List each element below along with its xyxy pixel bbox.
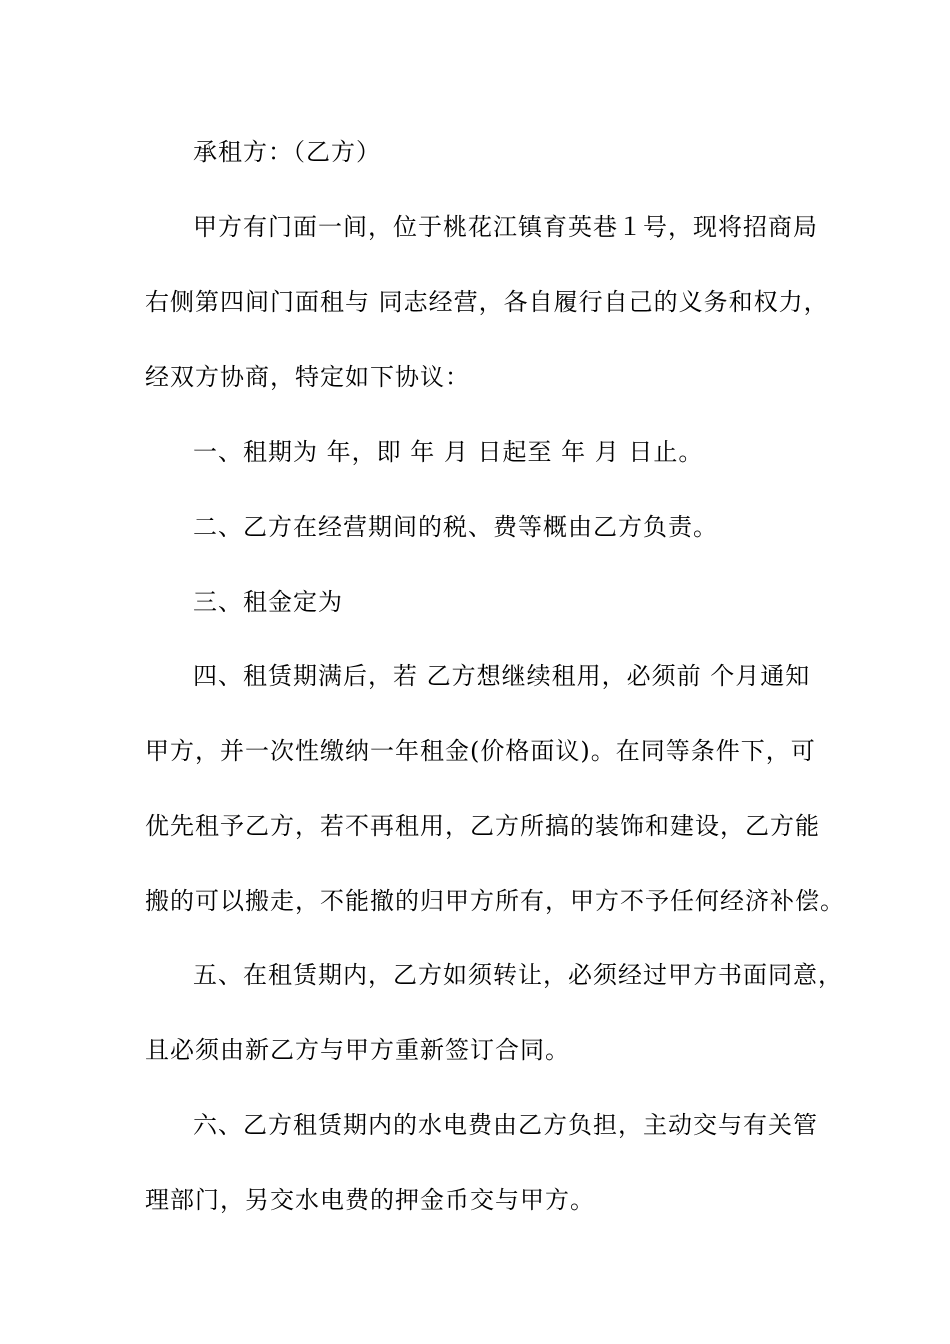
clause-4-line-3: 优先租予乙方，若不再租用，乙方所搞的装饰和建设，乙方能 (145, 812, 820, 840)
clause-4-line-1: 四、租赁期满后，若 乙方想继续租用，必须前 个月通知 (193, 662, 811, 690)
paragraph-intro-line-2: 右侧第四间门面租与 同志经营，各自履行自己的义务和权力， (145, 288, 829, 316)
clause-3: 三、租金定为 (193, 588, 343, 616)
clause-1: 一、租期为 年，即 年 月 日起至 年 月 日止。 (193, 438, 704, 466)
clause-6-line-2: 理部门，另交水电费的押金币交与甲方。 (145, 1186, 595, 1214)
clause-5-line-1: 五、在租赁期内，乙方如须转让，必须经过甲方书面同意， (193, 961, 843, 989)
paragraph-intro-line-3: 经双方协商，特定如下协议： (145, 363, 470, 391)
clause-4-line-4: 搬的可以搬走，不能撤的归甲方所有，甲方不予任何经济补偿。 (145, 887, 845, 915)
paragraph-intro-line-1: 甲方有门面一间，位于桃花江镇育英巷１号，现将招商局 (193, 213, 818, 241)
clause-4-line-2: 甲方，并一次性缴纳一年租金(价格面议)。在同等条件下，可 (145, 737, 816, 765)
lessee-line: 承租方：（乙方） (193, 138, 381, 166)
clause-5-line-2: 且必须由新乙方与甲方重新签订合同。 (145, 1036, 570, 1064)
clause-2: 二、乙方在经营期间的税、费等概由乙方负责。 (193, 513, 718, 541)
clause-6-line-1: 六、乙方租赁期内的水电费由乙方负担，主动交与有关管 (193, 1111, 818, 1139)
